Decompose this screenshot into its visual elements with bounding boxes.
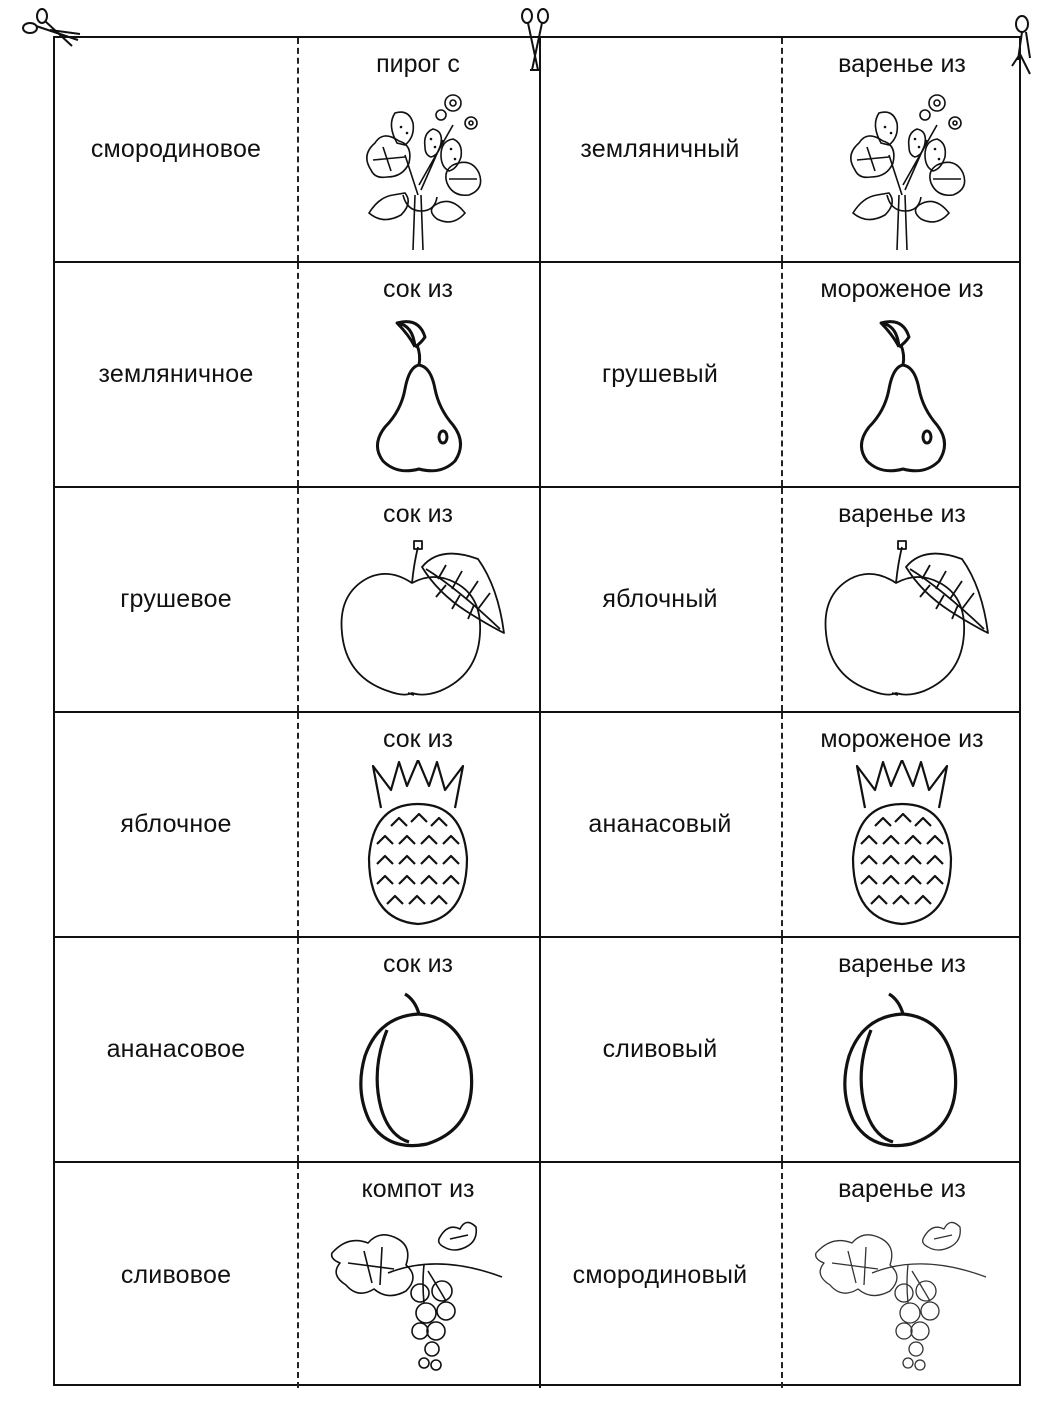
picture-card [297, 938, 539, 1161]
card-word: ананасовое [106, 1035, 246, 1063]
card-word: ананасовый [588, 810, 732, 838]
card-word: грушевое [120, 585, 232, 613]
card-word: смородиновое [90, 135, 262, 163]
card-caption: варенье из [838, 50, 966, 78]
picture-card [781, 488, 1023, 711]
word-card [539, 263, 781, 486]
word-card [55, 938, 297, 1161]
picture-card [297, 488, 539, 711]
word-card [539, 713, 781, 936]
card-caption: сок из [383, 725, 453, 753]
picture-card [781, 263, 1023, 486]
card-caption: сок из [383, 275, 453, 303]
pear-icon [363, 315, 473, 475]
word-card [539, 938, 781, 1161]
word-card [55, 38, 297, 261]
card-word: земляничное [98, 360, 254, 388]
card-caption: сок из [383, 950, 453, 978]
card-caption: варенье из [838, 1175, 966, 1203]
card-word: смородиновый [572, 1261, 748, 1289]
pineapple-icon [847, 760, 957, 930]
pear-icon [847, 315, 957, 475]
card-row [55, 38, 1019, 263]
card-word: сливовый [602, 1035, 718, 1063]
picture-card [297, 1163, 539, 1388]
card-caption: варенье из [838, 950, 966, 978]
word-card [55, 1163, 297, 1388]
picture-card [781, 1163, 1023, 1388]
picture-card [781, 713, 1023, 936]
strawberry-icon [827, 85, 977, 255]
picture-card [781, 938, 1023, 1161]
card-row [55, 263, 1019, 488]
word-card [55, 488, 297, 711]
card-sheet [53, 36, 1021, 1386]
card-caption: сок из [383, 500, 453, 528]
card-word: яблочный [602, 585, 718, 613]
card-row [55, 713, 1019, 938]
card-row [55, 488, 1019, 713]
word-card [539, 488, 781, 711]
pineapple-icon [363, 760, 473, 930]
plum-icon [837, 990, 967, 1150]
card-word: яблочное [120, 810, 232, 838]
card-row [55, 938, 1019, 1163]
currant-icon [812, 1213, 992, 1378]
apple-icon [328, 537, 508, 702]
card-caption: мороженое из [820, 275, 984, 303]
picture-card [297, 713, 539, 936]
currant-icon [328, 1213, 508, 1378]
picture-card [297, 263, 539, 486]
word-card [55, 713, 297, 936]
card-caption: пирог с [376, 50, 460, 78]
card-word: земляничный [580, 135, 740, 163]
card-word: сливовое [120, 1261, 232, 1289]
strawberry-icon [343, 85, 493, 255]
apple-icon [812, 537, 992, 702]
card-caption: мороженое из [820, 725, 984, 753]
card-row [55, 1163, 1019, 1388]
picture-card [297, 38, 539, 261]
word-card [539, 38, 781, 261]
word-card [539, 1163, 781, 1388]
card-caption: компот из [361, 1175, 475, 1203]
card-caption: варенье из [838, 500, 966, 528]
card-word: грушевый [601, 360, 719, 388]
picture-card [781, 38, 1023, 261]
word-card [55, 263, 297, 486]
plum-icon [353, 990, 483, 1150]
